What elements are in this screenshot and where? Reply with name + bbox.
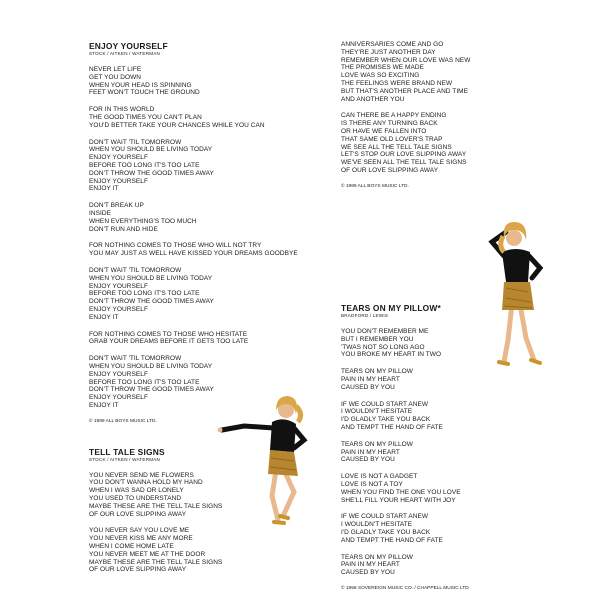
lyric-line: WE'VE SEEN ALL THE TELL TALE SIGNS <box>341 159 467 167</box>
lyric-line: IF WE COULD START ANEW <box>341 400 429 408</box>
lyric-line: THE GOOD TIMES YOU CAN'T PLAN <box>89 113 202 121</box>
lyric-line: DON'T BREAK UP <box>89 202 144 210</box>
lyric-line: YOU NEVER SAY YOU LOVE ME <box>89 527 190 535</box>
lyric-line: DON'T THROW THE GOOD TIMES AWAY <box>89 386 214 394</box>
verse <box>341 441 581 464</box>
verse <box>341 112 581 174</box>
lyric-line: BUT THAT'S ANOTHER PLACE AND TIME <box>341 87 469 95</box>
lyric-line: ENJOY IT <box>89 401 119 409</box>
lyric-line: DON'T WAIT 'TIL TOMORROW <box>89 266 182 274</box>
lyric-line: PAIN IN MY HEART <box>341 448 400 456</box>
verse <box>89 66 329 97</box>
verse <box>89 242 329 258</box>
lyric-line: IF WE COULD START ANEW <box>341 513 429 521</box>
lyric-line: FOR IN THIS WORLD <box>89 106 155 114</box>
verse <box>89 267 329 322</box>
lyric-line: ENJOY YOURSELF <box>89 154 148 162</box>
lyric-line: OF OUR LOVE SLIPPING AWAY <box>89 566 187 574</box>
lyric-line: REMEMBER WHEN OUR LOVE WAS NEW <box>341 56 471 64</box>
lyric-line: ENJOY YOURSELF <box>89 394 148 402</box>
lyric-line: FOR NOTHING COMES TO THOSE WHO WILL NOT TRY <box>89 242 262 250</box>
lyric-line: YOU DON'T REMEMBER ME <box>341 328 429 335</box>
lyric-line: TEARS ON MY PILLOW <box>341 440 413 448</box>
lyric-line: MAYBE THESE ARE THE TELL TALE SIGNS <box>89 502 223 510</box>
lyric-line: WHEN EVERYTHING'S TOO MUCH <box>89 217 197 225</box>
lyric-line: INSIDE <box>89 209 111 217</box>
lyric-line: LOVE IS NOT A GADGET <box>341 473 418 481</box>
lyric-line: ENJOY YOURSELF <box>89 177 148 185</box>
lyric-line: ENJOY YOURSELF <box>89 282 148 290</box>
song-credits: STOCK / AITKEN / WATERMAN <box>89 456 161 462</box>
verse <box>89 139 329 194</box>
verse <box>89 106 329 129</box>
lyric-line: TEARS ON MY PILLOW <box>341 368 413 376</box>
lyric-line: CAUSED BY YOU <box>341 383 395 391</box>
lyric-line: WHEN YOU FIND THE ONE YOU LOVE <box>341 488 461 496</box>
lyric-line: ANNIVERSARIES COME AND GO <box>341 41 444 48</box>
lyric-line: I WOULDN'T HESITATE <box>341 521 413 529</box>
lyric-line: THE PROMISES WE MADE <box>341 64 424 72</box>
lyric-line: AND ANOTHER YOU <box>341 95 405 103</box>
verse <box>89 202 329 233</box>
lyric-line: LOVE WAS SO EXCITING <box>341 72 420 80</box>
song-tell-tale-signs-continued <box>341 41 581 190</box>
verse <box>341 513 581 544</box>
lyric-line: DON'T WAIT 'TIL TOMORROW <box>89 138 182 146</box>
lyric-line: DON'T THROW THE GOOD TIMES AWAY <box>89 298 214 306</box>
lyric-line: YOU'D BETTER TAKE YOUR CHANCES WHILE YOU CAN <box>89 121 265 129</box>
lyric-line: OF OUR LOVE SLIPPING AWAY <box>89 510 187 518</box>
song-title: TELL TALE SIGNS <box>89 446 165 457</box>
lyric-line: BEFORE TOO LONG IT'S TOO LATE <box>89 290 200 298</box>
lyric-line: YOU NEVER MEET ME AT THE DOOR <box>89 550 206 558</box>
lyric-line: BEFORE TOO LONG IT'S TOO LATE <box>89 161 200 169</box>
song-credits: STOCK / AITKEN / WATERMAN <box>89 51 161 56</box>
dancer-leaning-figure <box>218 396 305 523</box>
copyright-notice: © 1989 ALL BOYS MUSIC LTD. <box>89 418 157 424</box>
lyric-line: TEARS ON MY PILLOW <box>341 553 413 561</box>
lyric-line: ENJOY IT <box>89 313 119 321</box>
dancer-standing-figure <box>492 222 540 364</box>
lyric-line: I WOULDN'T HESITATE <box>341 408 413 416</box>
lyric-line: YOU NEVER KISS ME ANY MORE <box>89 535 193 543</box>
lyric-line: THEY'RE JUST ANOTHER DAY <box>341 48 436 56</box>
lyrics-block <box>341 41 581 175</box>
lyric-line: SHE'LL FILL YOUR HEART WITH JOY <box>341 496 456 504</box>
lyric-line: WHEN I WAS SAD OR LONELY <box>89 487 184 495</box>
lyric-line: PAIN IN MY HEART <box>341 561 400 569</box>
lyric-line: ENJOY IT <box>89 185 119 193</box>
lyric-line: MAYBE THESE ARE THE TELL TALE SIGNS <box>89 558 223 566</box>
lyric-line: DON'T WAIT 'TIL TOMORROW <box>89 355 182 363</box>
song-credits: BRADFORD / LEWIS <box>341 313 389 318</box>
lyric-line: WHEN YOUR HEAD IS SPINNING <box>89 81 192 89</box>
lyric-line: DON'T THROW THE GOOD TIMES AWAY <box>89 169 214 177</box>
lyric-line: WE SEE ALL THE TELL TALE SIGNS <box>341 143 452 151</box>
lyric-line: ENJOY YOURSELF <box>89 370 148 378</box>
lyric-line: YOU MAY JUST AS WELL HAVE KISSED YOUR DREAMS GOODBYE <box>89 250 298 258</box>
lyric-line: LET'S STOP OUR LOVE SLIPPING AWAY <box>341 151 467 159</box>
lyric-line: I'D GLADLY TAKE YOU BACK <box>341 528 431 536</box>
verse <box>89 527 329 574</box>
lyric-line: FEET WON'T TOUCH THE GROUND <box>89 89 200 97</box>
lyric-line: CAN THERE BE A HAPPY ENDING <box>341 112 447 120</box>
lyric-line: GET YOU DOWN <box>89 73 142 81</box>
lyric-line: WHEN YOU SHOULD BE LIVING TODAY <box>89 362 213 370</box>
lyric-line: IS THERE ANY TURNING BACK <box>341 120 438 128</box>
lyric-line: ENJOY YOURSELF <box>89 305 148 313</box>
lyrics-block <box>89 66 329 410</box>
lyric-line: THE FEELINGS WERE BRAND NEW <box>341 79 453 87</box>
lyric-line: DON'T RUN AND HIDE <box>89 225 158 233</box>
copyright-notice: © 1958 SOVEREIGN MUSIC CO. / CHAPPELL MUSIC LTD <box>341 585 469 591</box>
lyric-line: YOU DON'T WANNA HOLD MY HAND <box>89 479 203 487</box>
lyric-line: BEFORE TOO LONG IT'S TOO LATE <box>89 378 200 386</box>
dancer-photo-standing <box>468 212 558 372</box>
lyric-line: 'TWAS NOT SO LONG AGO <box>341 343 425 351</box>
lyric-line: I'D GLADLY TAKE YOU BACK <box>341 416 431 424</box>
verse <box>341 401 581 432</box>
lyric-line: WHEN YOU SHOULD BE LIVING TODAY <box>89 274 213 282</box>
song-title: TEARS ON MY PILLOW* <box>341 303 441 313</box>
lyric-line: THAT SAME OLD LOVER'S TRAP <box>341 135 443 143</box>
lyric-line: BUT I REMEMBER YOU <box>341 335 414 343</box>
song-title: ENJOY YOURSELF <box>89 41 168 51</box>
lyric-line: OF OUR LOVE SLIPPING AWAY <box>341 166 439 174</box>
lyric-line: AND TEMPT THE HAND OF FATE <box>341 423 443 431</box>
verse <box>341 41 581 103</box>
lyric-line: YOU BROKE MY HEART IN TWO <box>341 351 442 359</box>
copyright-notice: © 1989 ALL BOYS MUSIC LTD. <box>341 183 409 189</box>
dancer-photo-leaning <box>214 392 334 532</box>
lyric-line: NEVER LET LIFE <box>89 66 142 73</box>
lyric-line: PAIN IN MY HEART <box>341 375 400 383</box>
lyric-line: WHEN YOU SHOULD BE LIVING TODAY <box>89 146 213 154</box>
lyric-line: LOVE IS NOT A TOY <box>341 480 403 488</box>
lyric-line: GRAB YOUR DREAMS BEFORE IT GETS TOO LATE <box>89 338 249 346</box>
lyric-line: CAUSED BY YOU <box>341 456 395 464</box>
lyric-line: CAUSED BY YOU <box>341 569 395 577</box>
lyric-line: WHEN I COME HOME LATE <box>89 543 174 551</box>
right-top-column <box>341 41 581 190</box>
lyric-line: YOU NEVER SEND ME FLOWERS <box>89 471 194 479</box>
verse <box>341 473 581 504</box>
song-enjoy-yourself <box>89 41 329 425</box>
lyric-line: FOR NOTHING COMES TO THOSE WHO HESITATE <box>89 330 248 338</box>
lyric-line: YOU USED TO UNDERSTAND <box>89 495 182 503</box>
lyric-line: AND TEMPT THE HAND OF FATE <box>341 536 443 544</box>
verse <box>341 554 581 577</box>
verse <box>89 331 329 347</box>
lyric-line: OR HAVE WE FALLEN INTO <box>341 127 427 135</box>
